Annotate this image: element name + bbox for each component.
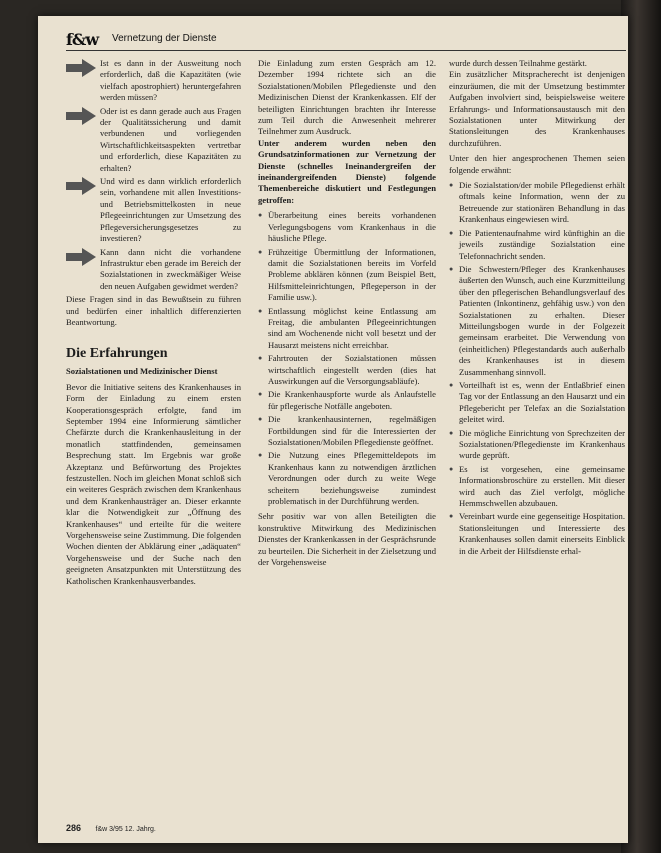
list-item: ● Die Schwestern/Pfleger des Krankenhauses äußerten den Wunsch, auch eine Kurzmitteilung über den pflegerischen Behandlungsverlauf des Patienten (Inkontinenz, gehfähig usw.) von den Sozialstationen zu erhalten. Dieser Mitteilungsbogen wurde in der Folgezeit gemeinsam erarbeitet. Die Verwendung von (einheitlichen) Pflegestandards auch außerhalb des Krankenhauses ist in diesem Zusammenhang sinnvoll. [449,264,625,378]
arrow-bullet-icon [66,248,96,266]
section-heading: Die Erfahrungen [66,346,168,362]
arrow-bullet-icon [66,59,96,77]
bullet-list [258,210,436,507]
journal-logo: f&w [66,30,99,49]
arrow-bullet-icon [66,107,96,125]
list-item: ● Es ist vorgesehen, eine gemeinsame Informationsbroschüre zu erstellen. Mit dieser wird auch das Ziel verfolgt, mögliche Hemmschwellen abzubauen. [449,464,625,510]
intro-bold-paragraph: Unter anderem wurden neben den Grundsatzinformationen zur Vernetzung der Dienste (schnelles Ineinandergreifen der ineinandergreifenden Dienste) folgende Themenbereiche diskutiert und Festlegungen getroffen: [258,137,436,205]
list-item: ● Fahrtrouten der Sozialstationen müssen wirtschaftlich eingestellt werden (dies hat Auswirkungen auf die Versorgungsabläufe). [258,353,436,387]
list-item: ● Die Nutzung eines Pflegemitteldepots im Krankenhaus kann zu notwendigen ärztlichen Verordnungen oder durch zu weite Wege scheitern beziehungsweise zumindest problematisch in der Durchführung werden. [258,450,436,507]
list-item: ● Vereinbart wurde eine gegenseitige Hospitation. Stationsleitungen und Interessierte des Krankenhauses sollen damit einerseits Einblick in die Arbeit der Hilfsdienste erhal- [449,511,625,557]
question-text-4: Kann dann nicht die vorhandene Infrastruktur eben gerade im Bereich der Sozialstationen in zweckmäßiger Weise den neuen Aufgaben gewidmet werden? [100,246,241,291]
closing-paragraph: Sehr positiv war von allen Beteiligten die konstruktive Mitwirkung des Medizinischen Dienstes der Krankenkassen in der Gesprächsrunde zu beurteilen. Die Sicherheit in der Zielsetzung und der Vorgehensweise [258,511,436,568]
list-item: ● Vorteilhaft ist es, wenn der Entlaßbrief einen Tag vor der Entlassung an den Hausarzt und ein Pflegebericht per Telefax an die Sozialstation geleitet wird. [449,380,625,426]
question-text-3: Und wird es dann wirklich erforderlich sein, vorhandene mit allen Investitions- und Betriebsmittelkosten in neue Pflegeeinrichtungen zur Umsetzung des Pflegeversicherungsgesetzes zu investieren? [100,176,241,244]
list-item: ● Die Krankenhauspforte wurde als Anlaufstelle für pflegerische Notfälle angeboten. [258,389,436,412]
body-paragraph: Ein zusätzlicher Mitspracherecht ist denjenigen einzuräumen, die mit der Umsetzung bestimmter Aufgaben involviert sind, beispielsweise weitere Erfahrungs- und Informationsaustausch mit den Sozialstationen unter Mitwirkung der Stationsleitungen des Krankenhauses durchzuführen. [449,69,625,148]
subheading: Sozialstationen und Medizinischer Dienst [66,366,218,377]
column-2 [258,58,436,818]
list-item: ● Frühzeitige Übermittlung der Informationen, damit die Sozialstationen bereits im Vorfeld Probleme abklären können (zum Beispiel Bett, Hilfsmitteleinrichtungen, Pflegeperson in der Familie usw.). [258,247,436,304]
page-footer [66,823,156,833]
page-header [66,30,626,51]
section-title: Vernetzung der Dienste [112,33,217,44]
question-text-1: Ist es dann in der Ausweitung noch erforderlich, daß die Kapazitäten (wie vielfach apostrophiert) heruntergefahren werden müssen? [100,58,241,103]
question-paragraph [66,176,241,244]
list-item: ● Die krankenhausinternen, regelmäßigen Fortbildungen sind für die Interessierten der Sozialstationen/Mobilen Pflegedienste geöffnet. [258,414,436,448]
journal-reference: f&w 3/95 12. Jahrg. [95,826,156,833]
document-page [38,16,628,843]
list-item: ● Die Patientenaufnahme wird künftighin an die jeweils zuständige Sozialstation eine Telefonnachricht senden. [449,228,625,262]
column-1 [66,58,241,818]
arrow-bullet-icon [66,177,96,195]
list-item: ● Die Sozialstation/der mobile Pflegedienst erhält oftmals keine Information, wenn der zu Betreuende zur stationären Behandlung in das Krankenhaus eingewiesen wird. [449,180,625,226]
closing-paragraph: Diese Fragen sind in das Bewußtsein zu führen und bedürfen einer inhaltlich differenzierten Beantwortung. [66,294,241,327]
question-paragraph [66,58,241,104]
page-number: 286 [66,823,82,833]
column-3 [449,58,625,818]
intro-paragraph: wurde durch dessen Teilnahme gestärkt. [449,58,587,68]
intro-paragraph: Die Einladung zum ersten Gespräch am 12. Dezember 1994 richtete sich an die Sozialstationen/Mobilen Pflegedienste und den Medizinischen Dienst der Krankenkassen. Elf der beteiligten Einrichtungen brachten ihr Interesse zum Teil durch die Anwesenheit mehrerer Teilnehmer zum Ausdruck. [258,58,436,137]
list-item: ● Entlassung möglichst keine Entlassung am Freitag, die ambulanten Pflegeeinrichtungen sind am Wochenende nicht voll besetzt und der Hausarzt meistens nicht erreichbar. [258,306,436,352]
question-paragraph [66,106,241,174]
list-item: ● Die mögliche Einrichtung von Sprechzeiten der Sozialstationen/Pflegedienste im Krankenhaus wurde geprüft. [449,428,625,462]
body-paragraph: Unter den hier angesprochenen Themen seien folgende erwähnt: [449,153,625,175]
question-paragraph [66,247,241,293]
list-item: ● Überarbeitung eines bereits vorhandenen Verlegungsbogens vom Krankenhaus in die häusliche Pflege. [258,210,436,244]
question-text-2: Oder ist es dann gerade auch aus Fragen der Qualitätssicherung und damit verbundenen und vorliegenden Wirtschaftlichkeitsaspekten vertretbar und erforderlich, diese Kapazitäten zu erhalten? [100,105,241,173]
body-paragraph: Bevor die Initiative seitens des Krankenhauses in Form der Einladung zu einem ersten Kooperationsgespräch erfolgte, fand im September 1994 eine Informierung sämtlicher Chefärzte durch die Krankenhausleitung in der monatlich stattfindenden, gemeinsamen Besprechung statt. Im Ergebnis war große Akzeptanz und Befürwortung des Projektes festzustellen. Noch im gleichen Monat schloß sich ein weiteres Gespräch zwischen dem Krankenhaus und dem Krankenhausträger an. Dieser erkannte klar die Notwendigkeit zur „Öffnung des Krankenhauses“ und erteilte für die weitere Vorgehensweise seine Zustimmung. Die folgenden Wochen dienten der Abklärung einer „adäquaten“ Vorgehensweise und der Suche nach den geeigneten Ansatzpunkten mit Unterstützung des Katholischen Krankenhausverbandes. [66,381,241,586]
bullet-list [449,180,625,557]
